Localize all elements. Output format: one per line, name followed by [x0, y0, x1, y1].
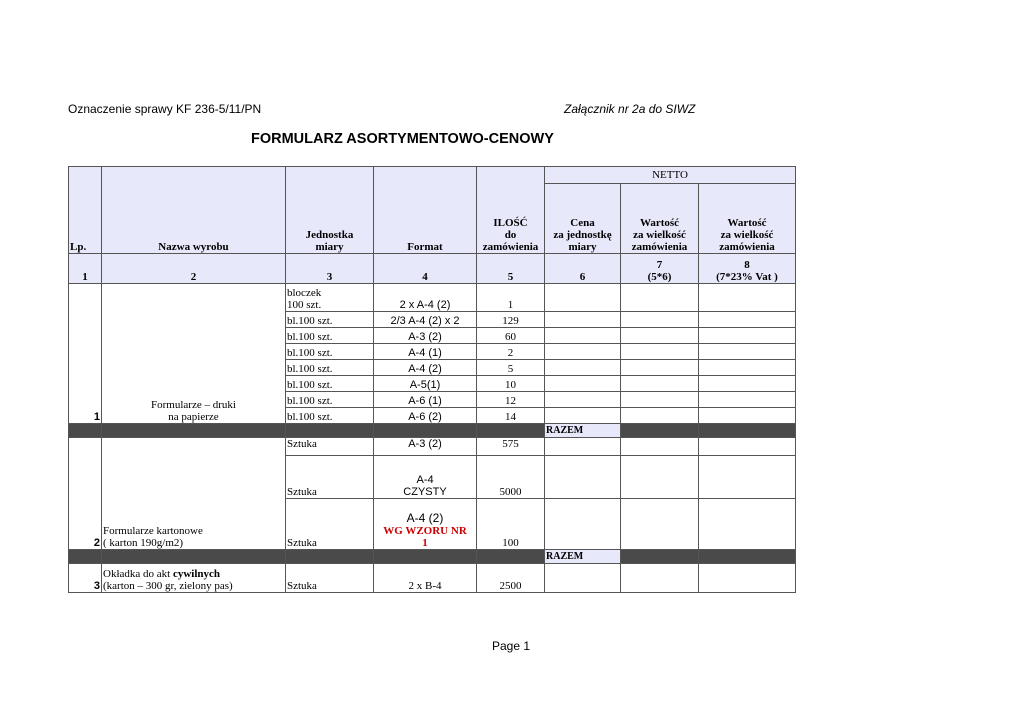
- item3-lp: 3: [69, 564, 102, 593]
- price-input-cell[interactable]: [545, 344, 621, 360]
- colnum-3: 3: [286, 254, 374, 284]
- netto-group-header: NETTO: [545, 167, 796, 184]
- unit-cell: Sztuka: [286, 564, 374, 593]
- price-input-cell[interactable]: [545, 438, 621, 456]
- razem-gross-cell[interactable]: [699, 550, 796, 564]
- format-cell: A-6 (1): [374, 392, 477, 408]
- qty-cell: 2500: [477, 564, 545, 593]
- gross-input-cell[interactable]: [699, 328, 796, 344]
- gross-input-cell[interactable]: [699, 284, 796, 312]
- unit-cell: bl.100 szt.: [286, 392, 374, 408]
- price-input-cell[interactable]: [545, 312, 621, 328]
- unit-cell: Sztuka: [286, 438, 374, 456]
- razem-row: [69, 550, 796, 564]
- format-cell: A-4 (1): [374, 344, 477, 360]
- razem-row: [69, 424, 796, 438]
- format-cell: A-5(1): [374, 376, 477, 392]
- razem-value-cell[interactable]: [621, 550, 699, 564]
- gross-input-cell[interactable]: [699, 438, 796, 456]
- gross-input-cell[interactable]: [699, 312, 796, 328]
- format-cell: 2 x A-4 (2): [374, 284, 477, 312]
- colnum-2: 2: [102, 254, 286, 284]
- table-row: [69, 564, 796, 593]
- unit-cell: Sztuka: [286, 456, 374, 499]
- item3-name: Okładka do akt cywilnych (karton – 300 gr, zielony pas): [102, 564, 286, 593]
- case-number: Oznaczenie sprawy KF 236-5/11/PN: [68, 102, 262, 116]
- razem-gross-cell[interactable]: [699, 424, 796, 438]
- unit-cell: Sztuka: [286, 499, 374, 550]
- unit-cell: bloczek 100 szt.: [286, 284, 374, 312]
- qty-cell: 1: [477, 284, 545, 312]
- gross-input-cell[interactable]: [699, 360, 796, 376]
- format-cell: A-4 (2): [374, 360, 477, 376]
- colnum-7: 7 (5*6): [621, 254, 699, 284]
- col-value-header: Wartość za wielkość zamówienia: [621, 184, 699, 254]
- value-input-cell[interactable]: [621, 456, 699, 499]
- gross-input-cell[interactable]: [699, 344, 796, 360]
- price-input-cell[interactable]: [545, 499, 621, 550]
- format-cell: A-4 CZYSTY: [374, 456, 477, 499]
- price-input-cell[interactable]: [545, 456, 621, 499]
- gross-input-cell[interactable]: [699, 392, 796, 408]
- qty-cell: 10: [477, 376, 545, 392]
- unit-cell: bl.100 szt.: [286, 360, 374, 376]
- unit-cell: bl.100 szt.: [286, 312, 374, 328]
- table-row: [69, 438, 796, 456]
- price-input-cell[interactable]: [545, 328, 621, 344]
- price-input-cell[interactable]: [545, 360, 621, 376]
- col-qty-header: ILOŚĆ do zamówienia: [477, 167, 545, 254]
- col-unit-header: Jednostka miary: [286, 167, 374, 254]
- razem-value-cell[interactable]: [621, 424, 699, 438]
- colnum-4: 4: [374, 254, 477, 284]
- colnum-8: 8 (7*23% Vat ): [699, 254, 796, 284]
- header-group-row: [69, 167, 796, 184]
- page-number: Page 1: [492, 639, 531, 653]
- gross-input-cell[interactable]: [699, 564, 796, 593]
- item2-lp: 2: [69, 438, 102, 550]
- gross-input-cell[interactable]: [699, 456, 796, 499]
- unit-cell: bl.100 szt.: [286, 328, 374, 344]
- format-cell: A-6 (2): [374, 408, 477, 424]
- page-title: FORMULARZ ASORTYMENTOWO-CENOWY: [251, 131, 554, 147]
- price-input-cell[interactable]: [545, 284, 621, 312]
- value-input-cell[interactable]: [621, 328, 699, 344]
- gross-input-cell[interactable]: [699, 499, 796, 550]
- format-cell: 2/3 A-4 (2) x 2: [374, 312, 477, 328]
- colnum-5: 5: [477, 254, 545, 284]
- unit-cell: bl.100 szt.: [286, 408, 374, 424]
- col-gross-header: Wartość za wielkość zamówienia: [699, 184, 796, 254]
- gross-input-cell[interactable]: [699, 408, 796, 424]
- col-name-header: Nazwa wyrobu: [102, 167, 286, 254]
- qty-cell: 14: [477, 408, 545, 424]
- razem-label: RAZEM: [545, 550, 621, 564]
- value-input-cell[interactable]: [621, 438, 699, 456]
- qty-cell: 100: [477, 499, 545, 550]
- qty-cell: 5: [477, 360, 545, 376]
- unit-cell: bl.100 szt.: [286, 344, 374, 360]
- colnum-1: 1: [69, 254, 102, 284]
- price-input-cell[interactable]: [545, 392, 621, 408]
- column-number-row: [69, 254, 796, 284]
- qty-cell: 2: [477, 344, 545, 360]
- item1-lp: 1: [69, 284, 102, 424]
- qty-cell: 5000: [477, 456, 545, 499]
- attachment-label: Załącznik nr 2a do SIWZ: [564, 102, 696, 116]
- gross-input-cell[interactable]: [699, 376, 796, 392]
- price-input-cell[interactable]: [545, 408, 621, 424]
- item1-name: Formularze – druki na papierze: [102, 284, 286, 424]
- value-input-cell[interactable]: [621, 376, 699, 392]
- price-input-cell[interactable]: [545, 376, 621, 392]
- format-cell: A-3 (2): [374, 328, 477, 344]
- item2-name: Formularze kartonowe ( karton 190g/m2): [102, 438, 286, 550]
- col-price-header: Cena za jednostkę miary: [545, 184, 621, 254]
- value-input-cell[interactable]: [621, 499, 699, 550]
- format-cell: A-4 (2) WG WZORU NR 1: [374, 499, 477, 550]
- qty-cell: 60: [477, 328, 545, 344]
- qty-cell: 12: [477, 392, 545, 408]
- price-form-table: [68, 166, 796, 593]
- unit-cell: bl.100 szt.: [286, 376, 374, 392]
- value-input-cell[interactable]: [621, 564, 699, 593]
- razem-label: RAZEM: [545, 424, 621, 438]
- table-row: [69, 284, 796, 312]
- value-input-cell[interactable]: [621, 408, 699, 424]
- col-format-header: Format: [374, 167, 477, 254]
- value-input-cell[interactable]: [621, 360, 699, 376]
- value-input-cell[interactable]: [621, 344, 699, 360]
- value-input-cell[interactable]: [621, 392, 699, 408]
- format-cell: 2 x B-4: [374, 564, 477, 593]
- format-cell: A-3 (2): [374, 438, 477, 456]
- colnum-6: 6: [545, 254, 621, 284]
- price-input-cell[interactable]: [545, 564, 621, 593]
- qty-cell: 129: [477, 312, 545, 328]
- value-input-cell[interactable]: [621, 312, 699, 328]
- value-input-cell[interactable]: [621, 284, 699, 312]
- qty-cell: 575: [477, 438, 545, 456]
- col-lp-header: Lp.: [69, 167, 102, 254]
